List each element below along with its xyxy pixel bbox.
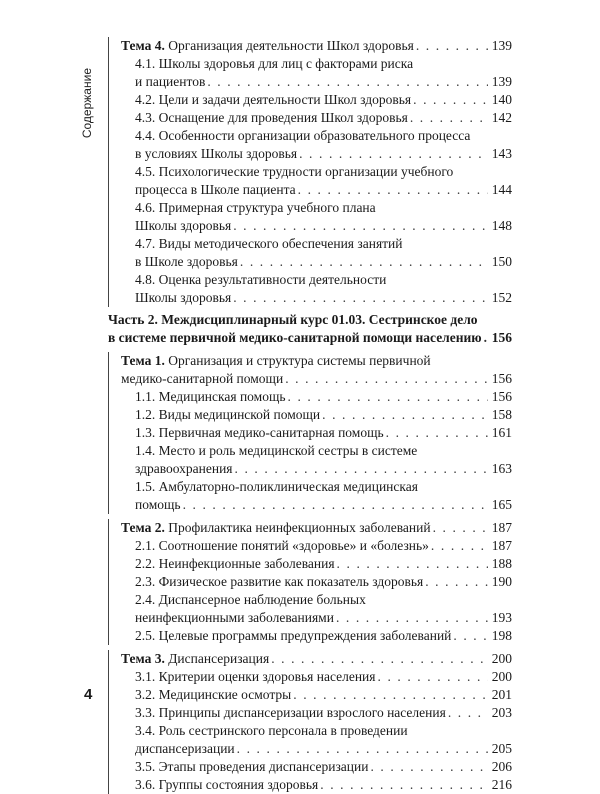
dot-leader xyxy=(453,627,488,645)
toc-entry-3-3[interactable] xyxy=(135,704,512,722)
entry-title: 2.3. Физическое развитие как показатель здоровья xyxy=(135,574,424,589)
dot-leader xyxy=(207,73,488,91)
entry-title: 3.2. Медицинские осмотры xyxy=(135,687,292,702)
theme-2-block xyxy=(108,519,512,645)
entry-title-cont: в Школе здоровья xyxy=(135,254,238,269)
entry-title: 2.4. Диспансерное наблюдение больных xyxy=(135,592,366,607)
entry-title-cont: здравоохранения xyxy=(135,461,233,476)
page-ref: 205 xyxy=(491,741,512,756)
toc-entry-1-2[interactable] xyxy=(135,406,512,424)
entry-title: 4.8. Оценка результативности деятельности xyxy=(135,272,387,287)
toc-entry-theme-2[interactable] xyxy=(121,519,512,537)
entry-title: 3.5. Этапы проведения диспансеризации xyxy=(135,759,369,774)
entry-title: 2.1. Соотношение понятий «здоровье» и «болезнь» xyxy=(135,538,429,553)
page-ref: 163 xyxy=(491,461,512,476)
entry-title-cont: в условиях Школы здоровья xyxy=(135,146,298,161)
dot-leader xyxy=(410,109,488,127)
entry-title: 1.1. Медицинская помощь xyxy=(135,389,286,404)
entry-title-cont: Школы здоровья xyxy=(135,218,232,233)
toc-entry-theme-4[interactable] xyxy=(121,37,512,55)
toc-entry-3-2[interactable] xyxy=(135,686,512,704)
dot-leader xyxy=(433,519,488,537)
page-ref: 139 xyxy=(491,74,512,89)
dot-leader xyxy=(233,289,488,307)
page-ref: 206 xyxy=(491,759,512,774)
entry-title: 4.5. Психологические трудности организации учебного xyxy=(135,164,454,179)
dot-leader xyxy=(237,740,488,758)
toc-entry-3-1[interactable] xyxy=(135,668,512,686)
page-ref: 201 xyxy=(491,687,512,702)
page-ref: 203 xyxy=(491,705,512,720)
entry-title-cont: Школы здоровья xyxy=(135,290,232,305)
dot-leader xyxy=(378,668,489,686)
entry-title-cont: помощь xyxy=(135,497,181,512)
page-ref: 158 xyxy=(491,407,512,422)
page-number: 4 xyxy=(84,686,93,703)
page-ref: 161 xyxy=(491,425,512,440)
toc-entry-4-6[interactable] xyxy=(135,199,512,235)
theme-title-cont: медико-санитарной помощи xyxy=(121,371,284,386)
toc-entry-1-5[interactable] xyxy=(135,478,512,514)
dot-leader xyxy=(425,573,488,591)
part-title: Часть 2. Междисциплинарный курс 01.03. Сестринское дело xyxy=(108,312,478,327)
dot-leader xyxy=(322,406,488,424)
page-ref: 190 xyxy=(491,574,512,589)
entry-title: 1.3. Первичная медико-санитарная помощь xyxy=(135,425,384,440)
page-ref: 193 xyxy=(491,610,512,625)
dot-leader xyxy=(337,555,488,573)
entry-title: 3.3. Принципы диспансеризации взрослого населения xyxy=(135,705,446,720)
page-ref: 165 xyxy=(491,497,512,512)
page-ref: 156 xyxy=(491,371,512,386)
entry-title: 3.4. Роль сестринского персонала в проведении xyxy=(135,723,408,738)
entry-title: 4.6. Примерная структура учебного плана xyxy=(135,200,376,215)
dot-leader xyxy=(288,388,488,406)
entry-title-cont: диспансеризации xyxy=(135,741,235,756)
dot-leader xyxy=(293,686,488,704)
dot-leader xyxy=(298,181,488,199)
entry-title: 3.1. Критерии оценки здоровья населения xyxy=(135,669,376,684)
page-ref: 156 xyxy=(491,389,512,404)
theme-1-items xyxy=(121,388,512,514)
dot-leader xyxy=(183,496,488,514)
dot-leader xyxy=(285,370,488,388)
toc-entry-2-2[interactable] xyxy=(135,555,512,573)
page-ref: 200 xyxy=(491,669,512,684)
toc-entry-2-5[interactable] xyxy=(135,627,512,645)
entry-title: 3.6. Группы состояния здоровья xyxy=(135,777,319,792)
toc-entry-2-1[interactable] xyxy=(135,537,512,555)
toc-entry-4-1[interactable] xyxy=(135,55,512,91)
part-title-cont: в системе первичной медико-санитарной помощи населению xyxy=(108,330,482,345)
theme-title: Организация и структура системы первичной xyxy=(164,353,431,368)
entry-title-cont: неинфекционными заболеваниями xyxy=(135,610,334,625)
dot-leader xyxy=(431,537,488,555)
page-ref: 142 xyxy=(491,110,512,125)
toc-entry-3-5[interactable] xyxy=(135,758,512,776)
dot-leader xyxy=(233,217,488,235)
toc-entry-4-5[interactable] xyxy=(135,163,512,199)
toc-entry-4-3[interactable] xyxy=(135,109,512,127)
toc-entry-2-3[interactable] xyxy=(135,573,512,591)
page-ref: 143 xyxy=(491,146,512,161)
entry-title: 4.7. Виды методического обеспечения занятий xyxy=(135,236,403,251)
dot-leader xyxy=(240,253,488,271)
toc-entry-4-4[interactable] xyxy=(135,127,512,163)
toc-entry-theme-1[interactable] xyxy=(121,352,512,388)
toc-entry-1-1[interactable] xyxy=(135,388,512,406)
dot-leader xyxy=(336,609,488,627)
toc-entry-2-4[interactable] xyxy=(135,591,512,627)
entry-title: 1.2. Виды медицинской помощи xyxy=(135,407,321,422)
entry-title: 1.4. Место и роль медицинской сестры в системе xyxy=(135,443,418,458)
toc-entry-theme-3[interactable] xyxy=(121,650,512,668)
entry-title-cont: и пациентов xyxy=(135,74,206,89)
entry-title: 2.2. Неинфекционные заболевания xyxy=(135,556,335,571)
page-ref: 216 xyxy=(491,777,512,792)
toc-entry-part-2[interactable] xyxy=(108,311,512,347)
theme-4-items xyxy=(121,55,512,307)
dot-leader xyxy=(416,37,488,55)
dot-leader xyxy=(386,424,488,442)
page-ref: 152 xyxy=(491,290,512,305)
page-ref: 139 xyxy=(491,38,512,53)
page-ref: 187 xyxy=(491,538,512,553)
entry-title: 1.5. Амбулаторно-поликлиническая медицинская xyxy=(135,479,418,494)
entry-title: 4.3. Оснащение для проведения Школ здоровья xyxy=(135,110,408,125)
page-ref: 148 xyxy=(491,218,512,233)
dot-leader xyxy=(448,704,488,722)
toc-entry-4-8[interactable] xyxy=(135,271,512,307)
entry-title: 4.2. Цели и задачи деятельности Школ здоровья xyxy=(135,92,412,107)
theme-number: Тема 2. xyxy=(121,520,165,535)
theme-number: Тема 1. xyxy=(121,353,165,368)
theme-number: Тема 4. xyxy=(121,38,165,53)
page-ref: 140 xyxy=(491,92,512,107)
toc-entry-1-4[interactable] xyxy=(135,442,512,478)
theme-3-items xyxy=(121,668,512,794)
section-side-label: Содержание xyxy=(80,68,94,139)
dot-leader xyxy=(370,758,488,776)
theme-title: Организация деятельности Школ здоровья xyxy=(164,38,414,53)
theme-1-block xyxy=(108,352,512,514)
dot-leader xyxy=(271,650,488,668)
dot-leader xyxy=(235,460,488,478)
theme-2-items xyxy=(121,537,512,645)
entry-title-cont: процесса в Школе пациента xyxy=(135,182,296,197)
toc-entry-4-7[interactable] xyxy=(135,235,512,271)
entry-title: 2.5. Целевые программы предупреждения заболеваний xyxy=(135,628,452,643)
page-ref: 198 xyxy=(491,628,512,643)
toc-entry-4-2[interactable] xyxy=(135,91,512,109)
entry-title: 4.1. Школы здоровья для лиц с факторами риска xyxy=(135,56,414,71)
dot-leader xyxy=(320,776,488,794)
toc-entry-3-6[interactable] xyxy=(135,776,512,794)
page-ref: 144 xyxy=(491,182,512,197)
theme-number: Тема 3. xyxy=(121,651,165,666)
table-of-contents xyxy=(108,36,512,794)
dot-leader xyxy=(413,91,488,109)
page-ref: 187 xyxy=(491,520,512,535)
entry-title: 4.4. Особенности организации образовательного процесса xyxy=(135,128,471,143)
theme-title: Диспансеризация xyxy=(164,651,270,666)
theme-3-block xyxy=(108,650,512,794)
page-ref: 150 xyxy=(491,254,512,269)
theme-4-block xyxy=(108,37,512,307)
toc-entry-1-3[interactable] xyxy=(135,424,512,442)
dot-leader xyxy=(484,329,488,347)
page-ref: 188 xyxy=(491,556,512,571)
dot-leader xyxy=(299,145,488,163)
toc-entry-3-4[interactable] xyxy=(135,722,512,758)
theme-title: Профилактика неинфекционных заболеваний xyxy=(164,520,431,535)
page-ref: 156 xyxy=(491,330,512,345)
page-ref: 200 xyxy=(491,651,512,666)
